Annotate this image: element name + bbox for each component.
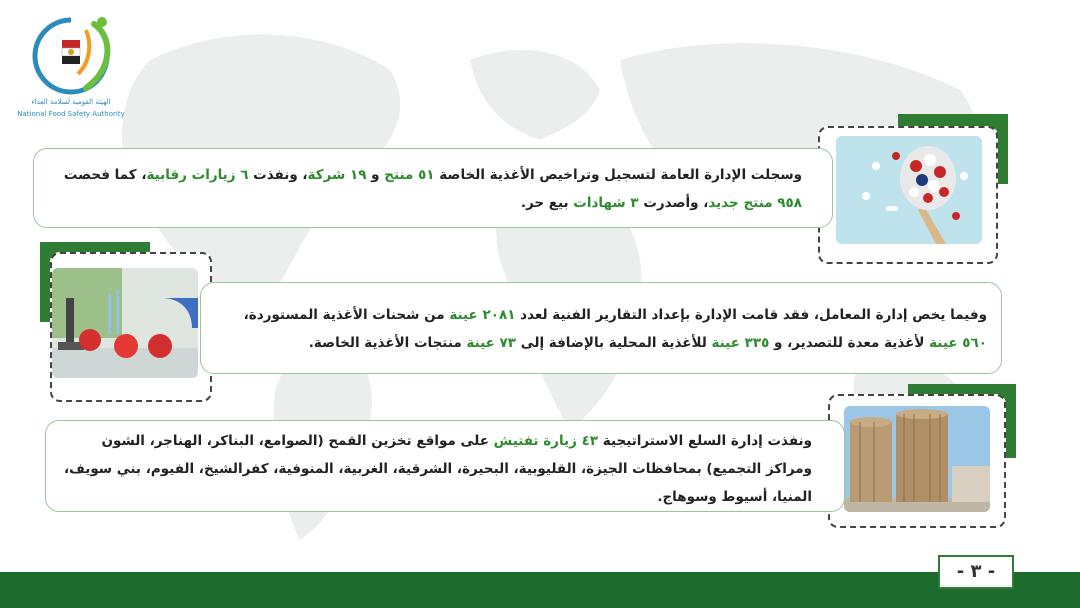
text-segment: منتجات الأغذية الخاصة. [308, 335, 467, 351]
nfsa-emblem-icon [22, 14, 120, 96]
highlighted-figure: ٧٣ عينة [466, 335, 517, 351]
text-segment: وفيما يخص إدارة المعامل، فقد قامت الإدارة بإعداد التقارير الفنية لعدد [515, 307, 987, 323]
image-frame-lab [40, 242, 212, 402]
highlighted-figure: ٥٦٠ عينة [929, 335, 987, 351]
logo-name-english: National Food Safety Authority [17, 110, 125, 118]
text-segment: و [366, 167, 385, 183]
info-card-laboratories [200, 282, 1002, 374]
special-foods-text [48, 161, 802, 217]
highlighted-figure: ١٩ شركة [307, 167, 367, 183]
highlighted-figure: ٤٣ زيارة تفتيش [493, 433, 599, 449]
text-segment: وسجلت الإدارة العامة لتسجيل وتراخيص الأغذية الخاصة [434, 167, 802, 183]
image-frame-pills [818, 114, 1008, 264]
footer-bar [0, 572, 1080, 608]
highlighted-figure: ٩٥٨ منتج جديد [708, 195, 802, 211]
nfsa-logo [16, 14, 126, 126]
text-segment: ، ونفذت [248, 167, 308, 183]
text-segment: على مواقع تخزين القمح (الصوامع، البناكر، الهناجر، الشون ومراكز التجميع) بمحافظات الجيزة، القليوبية، البحيرة، الشرقية، الغربية، المنوفية، كفرالشيخ، الفيوم، بني سويف، المنيا، أسيوط وسوهاج. [64, 433, 812, 505]
text-segment: للأغذية المحلية بالإضافة إلى [516, 335, 712, 351]
highlighted-figure: ٥١ منتج [384, 167, 435, 183]
text-segment: لأغذية معدة للتصدير، و [769, 335, 930, 351]
page-number: - ٣ - [938, 555, 1014, 589]
highlighted-figure: ٢٠٨١ عينة [449, 307, 516, 323]
logo-abbr: NFSA [85, 47, 102, 71]
highlighted-figure: ٦ زيارات رقابية [146, 167, 249, 183]
logo-name-arabic: الهيئة القومية لسلامة الغذاء [31, 98, 111, 106]
wheat-silos-photo [844, 406, 990, 512]
text-segment: ، وأصدرت [638, 195, 709, 211]
highlighted-figure: ٣ شهادات [573, 195, 639, 211]
text-segment: ، كما فحصت [63, 167, 147, 183]
text-segment: بيع حر. [520, 195, 574, 211]
laboratories-text [215, 301, 987, 357]
text-segment: من شحنات الأغذية المستوردة، [243, 307, 450, 323]
info-card-special-foods [33, 148, 833, 228]
strategic-goods-text [60, 427, 812, 511]
lab-tomatoes-photo [52, 268, 198, 378]
pills-spoon-photo [836, 136, 982, 244]
text-segment: ونفذت إدارة السلع الاستراتيجية [598, 433, 812, 449]
highlighted-figure: ٣٣٥ عينة [711, 335, 770, 351]
info-card-strategic-goods [45, 420, 845, 512]
image-frame-silos [828, 384, 1016, 528]
